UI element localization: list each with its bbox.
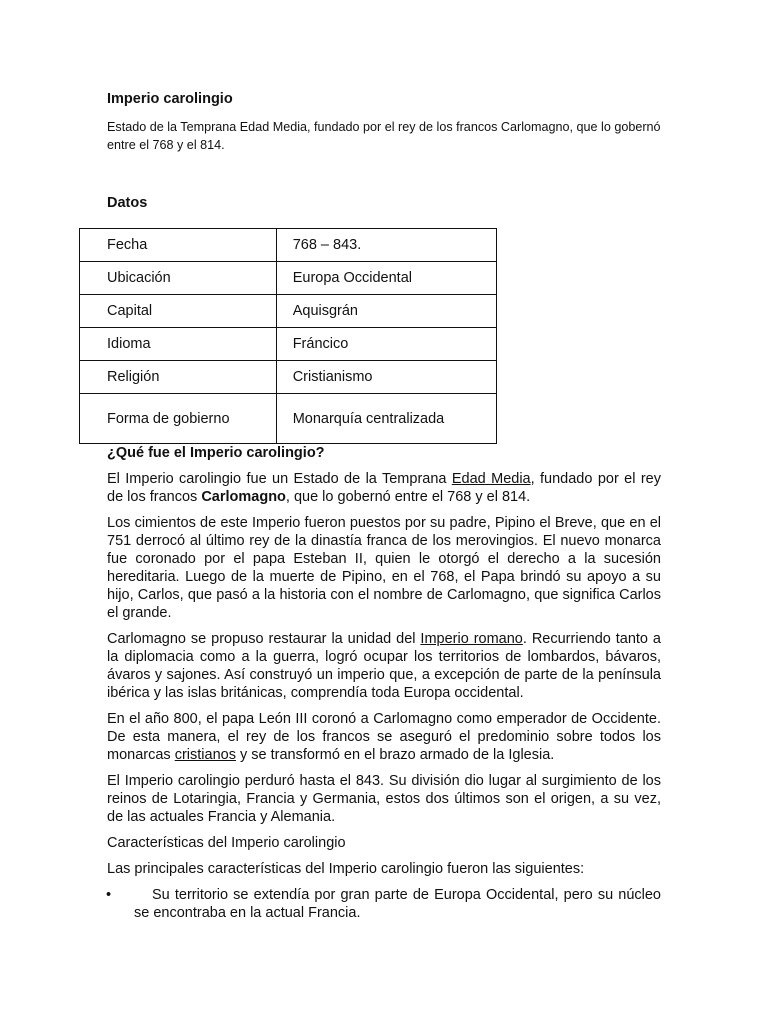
text-span: . Recurriendo tanto a la diplomacia como a la guerra, logró ocupar los territorios de lombardos, bávaros, ávaros y sajones. Así construyó un imperio que, a excepción de parte de la península ibérica y las islas británicas, comprendía toda Europa occidental. xyxy=(107,631,661,701)
intro-text: Estado de la Temprana Edad Media, fundado por el rey de los francos Carlomagno, que lo gobernó entre el 768 y el 814. xyxy=(107,120,661,152)
body-text xyxy=(107,444,661,922)
page-title: Imperio carolingio xyxy=(107,91,233,107)
cristianos-link[interactable]: cristianos xyxy=(174,747,236,763)
paragraph-6: Características del Imperio carolingio xyxy=(107,835,346,851)
paragraph-3 xyxy=(107,630,661,702)
table-row xyxy=(80,328,497,361)
table-value: Aquisgrán xyxy=(276,295,496,328)
table-row xyxy=(80,262,497,295)
table-label: Fecha xyxy=(80,229,277,262)
edad-media-link[interactable]: Edad Media xyxy=(451,471,531,487)
imperio-romano-link[interactable]: Imperio romano xyxy=(420,631,523,647)
carlomagno-bold: Carlomagno xyxy=(201,489,286,505)
paragraph-7: Las principales características del Imperio carolingio fueron las siguientes: xyxy=(107,861,585,877)
table-value: Fráncico xyxy=(276,328,496,361)
text-span: , que lo gobernó entre el 768 y el 814. xyxy=(285,489,531,505)
list-item xyxy=(107,886,661,922)
table-value: 768 – 843. xyxy=(276,229,496,262)
table-value: Monarquía centralizada xyxy=(276,394,496,444)
paragraph-1 xyxy=(107,470,661,506)
table-row xyxy=(80,361,497,394)
table-label: Forma de gobierno xyxy=(80,394,277,444)
paragraph-4 xyxy=(107,710,661,764)
table-label: Idioma xyxy=(80,328,277,361)
text-span: , fundado por el rey de los francos xyxy=(107,471,661,505)
text-span: Carlomagno se propuso restaurar la unidad del xyxy=(107,631,421,647)
paragraph-5: El Imperio carolingio perduró hasta el 843. Su división dio lugar al surgimiento de los reinos de Lotaringia, Francia y Germania, estos dos últimos son el origen, a su vez, de las actuales Francia y Alemania. xyxy=(107,773,661,825)
text-span: El Imperio carolingio fue un Estado de la Temprana xyxy=(107,471,452,487)
text-span: y se transformó en el brazo armado de la Iglesia. xyxy=(235,747,555,763)
table-label: Religión xyxy=(80,361,277,394)
datos-heading: Datos xyxy=(107,195,148,211)
data-table xyxy=(79,228,497,444)
paragraph-2: Los cimientos de este Imperio fueron puestos por su padre, Pipino el Breve, que en el 751 derrocó al último rey de la dinastía franca de los merovingios. El nuevo monarca fue coronado por el papa Esteban II, quien le otorgó el derecho a la sucesión hereditaria. Luego de la muerte de Pipino, en el 768, el Papa brindó su apoyo a su hijo, Carlos, que pasó a la historia con el nombre de Carlomagno, que significa Carlos el grande. xyxy=(107,515,661,621)
table-row xyxy=(80,394,497,444)
bullet-text: Su territorio se extendía por gran parte de Europa Occidental, pero su núcleo se encontraba en la actual Francia. xyxy=(134,887,661,921)
text-span: En el año 800, el papa León III coronó a Carlomagno como emperador de Occidente. De esta manera, el rey de los francos se aseguró el predominio sobre todos los monarcas xyxy=(107,711,661,763)
table-value: Europa Occidental xyxy=(276,262,496,295)
table-row xyxy=(80,229,497,262)
table-value: Cristianismo xyxy=(276,361,496,394)
table-label: Capital xyxy=(80,295,277,328)
table-label: Ubicación xyxy=(80,262,277,295)
bullet-icon: • xyxy=(106,887,112,903)
question-heading: ¿Qué fue el Imperio carolingio? xyxy=(107,445,325,461)
table-row xyxy=(80,295,497,328)
